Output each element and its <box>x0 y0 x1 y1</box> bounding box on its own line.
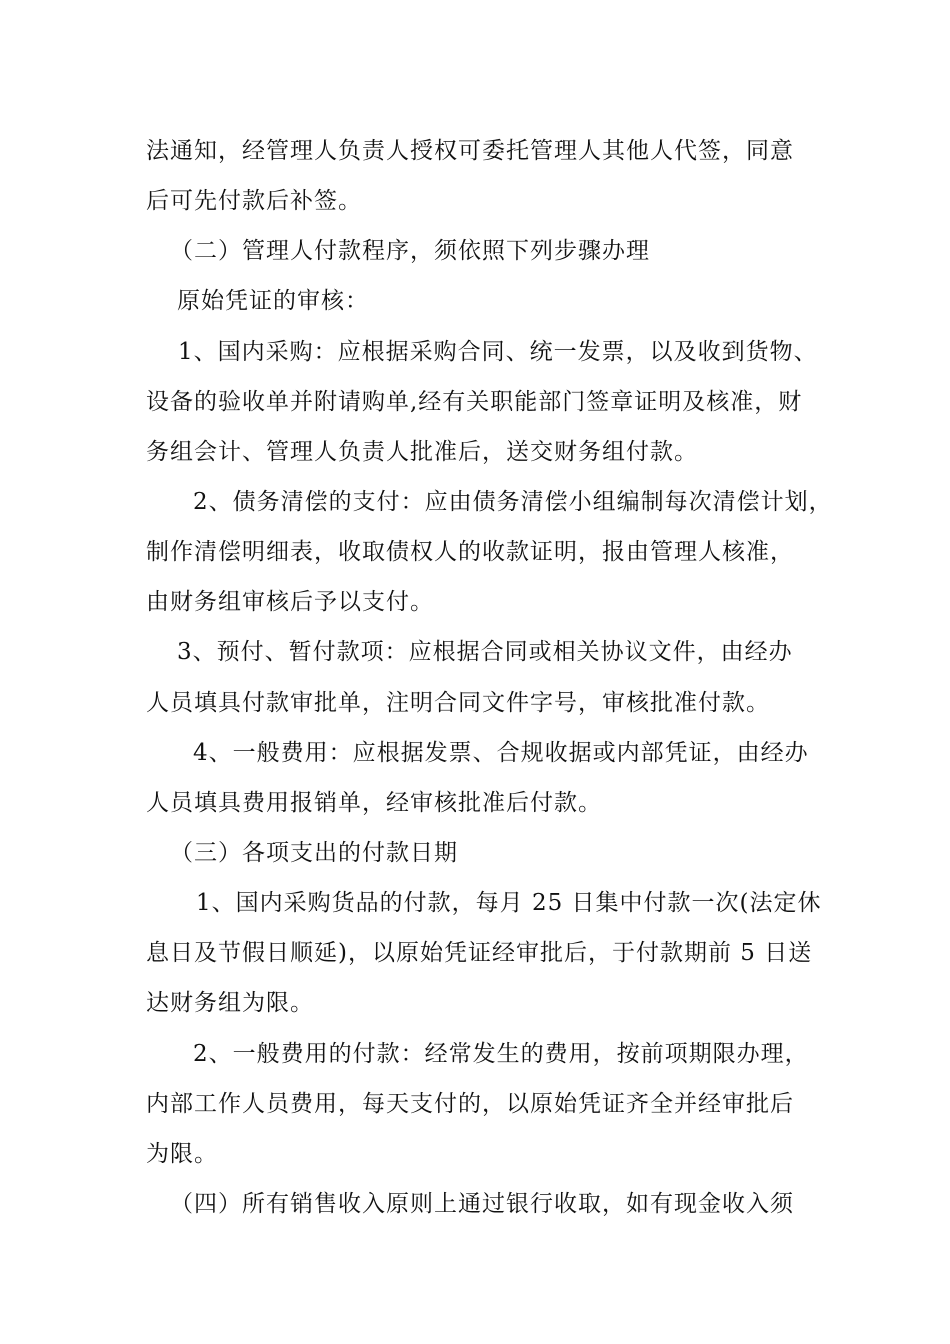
list-item: 3、预付、暂付款项：应根据合同或相关协议文件，由经办 <box>177 639 793 665</box>
paragraph-line: 后可先付款后补签。 <box>146 188 362 214</box>
paragraph-line: 内部工作人员费用，每天支付的，以原始凭证齐全并经审批后 <box>146 1091 794 1117</box>
section-heading: （四）所有销售收入原则上通过银行收取，如有现金收入须 <box>170 1191 794 1217</box>
paragraph-line: 人员填具费用报销单，经审核批准后付款。 <box>146 790 602 816</box>
list-item: 1、国内采购货品的付款，每月 25 日集中付款一次(法定休 <box>196 890 822 916</box>
list-item: 2、债务清偿的支付：应由债务清偿小组编制每次清偿计划， <box>193 489 833 515</box>
section-heading: （三）各项支出的付款日期 <box>170 840 458 866</box>
list-item: 2、一般费用的付款：经常发生的费用，按前项期限办理， <box>193 1041 809 1067</box>
paragraph-line: 息日及节假日顺延)，以原始凭证经审批后，于付款期前 5 日送 <box>146 940 813 966</box>
paragraph-line: 法通知，经管理人负责人授权可委托管理人其他人代签，同意 <box>146 138 794 164</box>
paragraph-line: 务组会计、管理人负责人批准后，送交财务组付款。 <box>146 439 698 465</box>
paragraph-line: 达财务组为限。 <box>146 990 314 1016</box>
list-item: 1、国内采购：应根据采购合同、统一发票，以及收到货物、 <box>178 339 818 365</box>
paragraph-line: 原始凭证的审核： <box>177 288 369 314</box>
paragraph-line: 制作清偿明细表，收取债权人的收款证明，报由管理人核准， <box>146 539 794 565</box>
paragraph-line: 人员填具付款审批单，注明合同文件字号，审核批准付款。 <box>146 690 770 716</box>
list-item: 4、一般费用：应根据发票、合规收据或内部凭证，由经办 <box>193 740 809 766</box>
paragraph-line: 由财务组审核后予以支付。 <box>146 589 434 615</box>
paragraph-line: 设备的验收单并附请购单,经有关职能部门签章证明及核准，财 <box>146 389 803 415</box>
paragraph-line: 为限。 <box>146 1141 218 1167</box>
section-heading: （二）管理人付款程序，须依照下列步骤办理 <box>170 238 650 264</box>
